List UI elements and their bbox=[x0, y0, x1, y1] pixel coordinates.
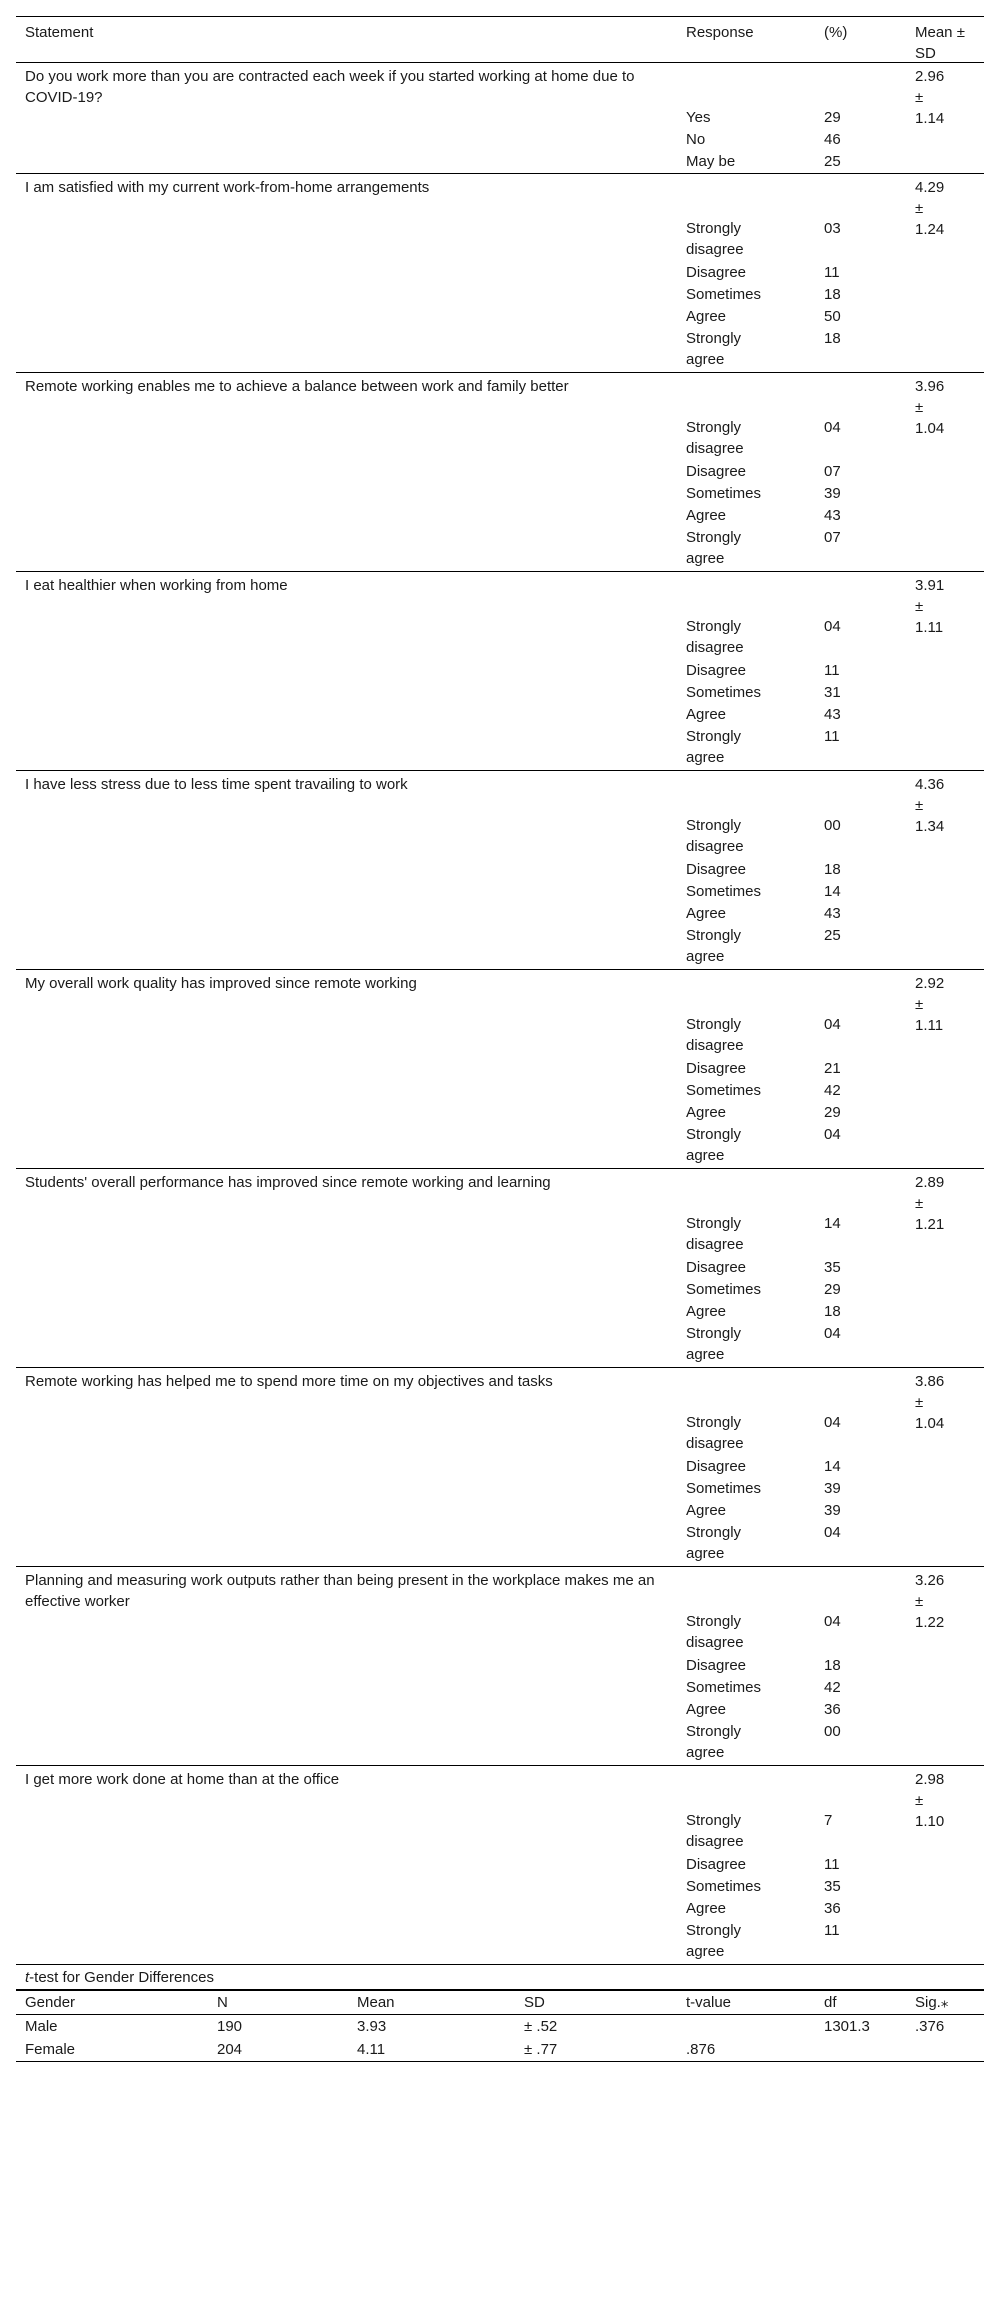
header-response: Response bbox=[686, 24, 754, 41]
response-percent: 25 bbox=[824, 153, 841, 170]
response-row bbox=[16, 218, 984, 262]
response-label: Strongly disagree bbox=[686, 618, 744, 656]
response-row bbox=[16, 151, 984, 173]
header-percent: (%) bbox=[824, 24, 848, 41]
response-percent: 04 bbox=[824, 618, 841, 635]
response-label: Sometimes bbox=[686, 883, 762, 900]
statement-block bbox=[16, 174, 984, 372]
response-row bbox=[16, 1522, 984, 1566]
ttest-cell: ± .77 bbox=[524, 2041, 558, 2058]
response-row bbox=[16, 1456, 984, 1478]
response-row bbox=[16, 881, 984, 903]
mean-sd-sd: 1.11 bbox=[915, 619, 944, 636]
response-row bbox=[16, 1721, 984, 1765]
response-percent: 50 bbox=[824, 308, 841, 325]
statement-block bbox=[16, 970, 984, 1168]
response-label: Agree bbox=[686, 706, 727, 723]
response-percent: 11 bbox=[824, 1856, 840, 1873]
mean-sd-pm: ± bbox=[915, 1593, 924, 1610]
response-percent: 14 bbox=[824, 1215, 841, 1232]
response-percent: 18 bbox=[824, 286, 841, 303]
statement-text: I have less stress due to less time spent travailing to work bbox=[25, 776, 408, 793]
mean-sd-pm: ± bbox=[915, 399, 924, 416]
response-label: Disagree bbox=[686, 264, 747, 281]
mean-sd-sd: 1.14 bbox=[915, 110, 945, 127]
response-percent: 11 bbox=[824, 728, 840, 745]
response-percent: 07 bbox=[824, 529, 841, 546]
response-row bbox=[16, 616, 984, 660]
header-statement: Statement bbox=[25, 24, 94, 41]
response-percent: 18 bbox=[824, 1303, 841, 1320]
response-percent: 36 bbox=[824, 1701, 841, 1718]
response-row bbox=[16, 682, 984, 704]
response-label: Agree bbox=[686, 1303, 727, 1320]
response-percent: 03 bbox=[824, 220, 841, 237]
response-percent: 42 bbox=[824, 1082, 841, 1099]
response-row bbox=[16, 417, 984, 461]
mean-sd-sd: 1.34 bbox=[915, 818, 945, 835]
response-label: Strongly agree bbox=[686, 1524, 742, 1562]
ttest-cell: 190 bbox=[217, 2018, 243, 2035]
response-label: Strongly disagree bbox=[686, 419, 744, 457]
response-label: Disagree bbox=[686, 1856, 747, 1873]
statement-text: Remote working has helped me to spend more time on my objectives and tasks bbox=[25, 1373, 553, 1390]
statement-text: I eat healthier when working from home bbox=[25, 577, 288, 594]
response-label: Disagree bbox=[686, 1259, 747, 1276]
ttest-cell: 4.11 bbox=[357, 2041, 386, 2058]
mean-sd-pm: ± bbox=[915, 598, 924, 615]
response-percent: 18 bbox=[824, 1657, 841, 1674]
response-percent: 00 bbox=[824, 1723, 841, 1740]
response-percent: 39 bbox=[824, 1480, 841, 1497]
ttest-cell: Female bbox=[25, 2041, 76, 2058]
response-label: Sometimes bbox=[686, 485, 762, 502]
ttest-header-cell: t-value bbox=[686, 1994, 732, 2011]
ttest-row bbox=[16, 2038, 984, 2061]
response-label: Strongly disagree bbox=[686, 220, 744, 258]
statement-text: Planning and measuring work outputs rather than being present in the workplace makes me an effective worker bbox=[25, 1572, 655, 1610]
response-percent: 35 bbox=[824, 1878, 841, 1895]
ttest-cell: ± .52 bbox=[524, 2018, 558, 2035]
response-row bbox=[16, 1124, 984, 1168]
response-percent: 29 bbox=[824, 109, 841, 126]
mean-sd-sd: 1.11 bbox=[915, 1017, 944, 1034]
response-row bbox=[16, 1279, 984, 1301]
statement-block bbox=[16, 1567, 984, 1765]
response-row bbox=[16, 660, 984, 682]
response-label: Sometimes bbox=[686, 684, 762, 701]
response-percent: 18 bbox=[824, 330, 841, 347]
mean-sd-mean: 3.26 bbox=[915, 1572, 945, 1589]
response-percent: 04 bbox=[824, 1613, 841, 1630]
mean-sd-pm: ± bbox=[915, 1195, 924, 1212]
response-row bbox=[16, 527, 984, 571]
response-label: Agree bbox=[686, 905, 727, 922]
mean-sd-sd: 1.22 bbox=[915, 1614, 945, 1631]
response-percent: 07 bbox=[824, 463, 841, 480]
statement-text: Do you work more than you are contracted each week if you started working at home due to COVID-19? bbox=[25, 68, 635, 106]
mean-sd-mean: 2.92 bbox=[915, 975, 945, 992]
response-label: Yes bbox=[686, 109, 711, 126]
response-row bbox=[16, 1920, 984, 1964]
response-row bbox=[16, 306, 984, 328]
response-percent: 04 bbox=[824, 1126, 841, 1143]
response-row bbox=[16, 328, 984, 372]
mean-sd-mean: 4.29 bbox=[915, 179, 945, 196]
response-label: Disagree bbox=[686, 662, 747, 679]
response-row bbox=[16, 1898, 984, 1920]
response-percent: 43 bbox=[824, 905, 841, 922]
ttest-header-cell: SD bbox=[524, 1994, 545, 2011]
response-row bbox=[16, 1478, 984, 1500]
ttest-header-cell: Gender bbox=[25, 1994, 76, 2011]
response-label: Strongly disagree bbox=[686, 1414, 744, 1452]
response-row bbox=[16, 129, 984, 151]
response-label: Sometimes bbox=[686, 1679, 762, 1696]
mean-sd-mean: 4.36 bbox=[915, 776, 945, 793]
response-row bbox=[16, 107, 984, 129]
statement-text: Students' overall performance has improved since remote working and learning bbox=[25, 1174, 551, 1191]
response-row bbox=[16, 1213, 984, 1257]
response-percent: 04 bbox=[824, 1524, 841, 1541]
response-label: Strongly disagree bbox=[686, 1016, 744, 1054]
response-label: Sometimes bbox=[686, 286, 762, 303]
response-row bbox=[16, 1257, 984, 1279]
response-label: Sometimes bbox=[686, 1878, 762, 1895]
response-row bbox=[16, 1102, 984, 1124]
response-percent: 25 bbox=[824, 927, 841, 944]
statement-block bbox=[16, 1766, 984, 1964]
response-percent: 35 bbox=[824, 1259, 841, 1276]
ttest-row bbox=[16, 2015, 984, 2038]
response-row bbox=[16, 1500, 984, 1522]
ttest-header-cell: Mean bbox=[357, 1994, 395, 2011]
response-label: Agree bbox=[686, 1900, 727, 1917]
mean-sd-mean: 3.96 bbox=[915, 378, 945, 395]
ttest-cell: 204 bbox=[217, 2041, 243, 2058]
response-label: Strongly agree bbox=[686, 1325, 742, 1363]
response-label: Strongly agree bbox=[686, 529, 742, 567]
response-row bbox=[16, 815, 984, 859]
response-percent: 11 bbox=[824, 264, 840, 281]
response-percent: 29 bbox=[824, 1281, 841, 1298]
response-row bbox=[16, 1301, 984, 1323]
response-row bbox=[16, 1611, 984, 1655]
ttest-header-cell: df bbox=[824, 1994, 837, 2011]
table-header-row bbox=[16, 17, 984, 62]
response-row bbox=[16, 1014, 984, 1058]
response-label: Strongly disagree bbox=[686, 817, 744, 855]
mean-sd-pm: ± bbox=[915, 200, 924, 217]
statement-row bbox=[16, 373, 984, 437]
response-label: Disagree bbox=[686, 1458, 747, 1475]
response-row bbox=[16, 1412, 984, 1456]
response-percent: 31 bbox=[824, 684, 841, 701]
response-row bbox=[16, 461, 984, 483]
response-label: Disagree bbox=[686, 1060, 747, 1077]
response-percent: 46 bbox=[824, 131, 841, 148]
mean-sd-pm: ± bbox=[915, 89, 924, 106]
statement-block bbox=[16, 1169, 984, 1367]
response-percent: 29 bbox=[824, 1104, 841, 1121]
response-row bbox=[16, 903, 984, 925]
response-label: Sometimes bbox=[686, 1082, 762, 1099]
response-percent: 14 bbox=[824, 883, 841, 900]
response-row bbox=[16, 262, 984, 284]
statement-block bbox=[16, 572, 984, 770]
mean-sd-mean: 3.91 bbox=[915, 577, 945, 594]
response-row bbox=[16, 1058, 984, 1080]
response-percent: 11 bbox=[824, 1922, 840, 1939]
response-label: Agree bbox=[686, 1104, 727, 1121]
response-label: Disagree bbox=[686, 463, 747, 480]
mean-sd-mean: 2.96 bbox=[915, 68, 945, 85]
statement-row bbox=[16, 1368, 984, 1432]
mean-sd-sd: 1.21 bbox=[915, 1216, 945, 1233]
response-label: Strongly agree bbox=[686, 330, 742, 368]
response-row bbox=[16, 726, 984, 770]
response-label: Strongly disagree bbox=[686, 1215, 744, 1253]
response-row bbox=[16, 1876, 984, 1898]
response-percent: 43 bbox=[824, 706, 841, 723]
response-percent: 04 bbox=[824, 1414, 841, 1431]
response-label: Strongly agree bbox=[686, 1126, 742, 1164]
response-label: No bbox=[686, 131, 706, 148]
response-percent: 04 bbox=[824, 1325, 841, 1342]
ttest-header-cell: N bbox=[217, 1994, 228, 2011]
response-percent: 00 bbox=[824, 817, 841, 834]
survey-results-table bbox=[16, 16, 984, 2062]
response-label: Agree bbox=[686, 1701, 727, 1718]
response-percent: 04 bbox=[824, 419, 841, 436]
statement-block bbox=[16, 1368, 984, 1566]
statement-row bbox=[16, 1766, 984, 1830]
response-row bbox=[16, 505, 984, 527]
response-percent: 21 bbox=[824, 1060, 841, 1077]
response-label: Strongly agree bbox=[686, 1723, 742, 1761]
ttest-caption-text: -test for Gender Differences bbox=[29, 1969, 214, 1986]
statement-block bbox=[16, 373, 984, 571]
response-label: Sometimes bbox=[686, 1480, 762, 1497]
statement-text: My overall work quality has improved since remote working bbox=[25, 975, 417, 992]
response-row bbox=[16, 1655, 984, 1677]
mean-sd-mean: 3.86 bbox=[915, 1373, 945, 1390]
response-percent: 11 bbox=[824, 662, 840, 679]
response-row bbox=[16, 1677, 984, 1699]
statement-text: I get more work done at home than at the office bbox=[25, 1771, 340, 1788]
ttest-cell: Male bbox=[25, 2018, 58, 2035]
response-percent: 39 bbox=[824, 1502, 841, 1519]
ttest-body bbox=[16, 2015, 984, 2061]
response-row bbox=[16, 1810, 984, 1854]
response-row bbox=[16, 704, 984, 726]
response-label: Strongly agree bbox=[686, 927, 742, 965]
mean-sd-sd: 1.04 bbox=[915, 420, 945, 437]
mean-sd-sd: 1.10 bbox=[915, 1813, 945, 1830]
response-row bbox=[16, 483, 984, 505]
response-row bbox=[16, 1854, 984, 1876]
statement-text: Remote working enables me to achieve a balance between work and family better bbox=[25, 378, 569, 395]
response-percent: 18 bbox=[824, 861, 841, 878]
response-percent: 36 bbox=[824, 1900, 841, 1917]
ttest-header-cell: Sig.⁎ bbox=[915, 1994, 949, 2011]
statement-block bbox=[16, 771, 984, 969]
ttest-cell: .876 bbox=[686, 2041, 716, 2058]
response-percent: 7 bbox=[824, 1812, 833, 1829]
response-percent: 04 bbox=[824, 1016, 841, 1033]
mean-sd-pm: ± bbox=[915, 1792, 924, 1809]
ttest-header-row bbox=[16, 1991, 984, 2014]
mean-sd-mean: 2.98 bbox=[915, 1771, 945, 1788]
response-label: Strongly disagree bbox=[686, 1613, 744, 1651]
mean-sd-mean: 2.89 bbox=[915, 1174, 945, 1191]
statement-text: I am satisfied with my current work-from-home arrangements bbox=[25, 179, 430, 196]
response-row bbox=[16, 1080, 984, 1102]
response-percent: 14 bbox=[824, 1458, 841, 1475]
response-percent: 39 bbox=[824, 485, 841, 502]
mean-sd-pm: ± bbox=[915, 797, 924, 814]
response-label: Agree bbox=[686, 507, 727, 524]
mean-sd-pm: ± bbox=[915, 1394, 924, 1411]
ttest-cell: 3.93 bbox=[357, 2018, 387, 2035]
response-row bbox=[16, 284, 984, 306]
mean-sd-sd: 1.24 bbox=[915, 221, 945, 238]
header-mean-sd: Mean ± SD bbox=[915, 24, 965, 62]
response-row bbox=[16, 859, 984, 881]
response-label: Strongly agree bbox=[686, 1922, 742, 1960]
response-percent: 42 bbox=[824, 1679, 841, 1696]
response-label: May be bbox=[686, 153, 736, 170]
response-label: Sometimes bbox=[686, 1281, 762, 1298]
ttest-caption-italic: t bbox=[25, 1969, 30, 1986]
response-percent: 43 bbox=[824, 507, 841, 524]
statement-block bbox=[16, 63, 984, 173]
response-row bbox=[16, 1323, 984, 1367]
statement-list bbox=[16, 63, 984, 1964]
mean-sd-pm: ± bbox=[915, 996, 924, 1013]
table-bottom-rule bbox=[16, 2061, 984, 2062]
response-label: Strongly disagree bbox=[686, 1812, 744, 1850]
ttest-caption bbox=[16, 1965, 984, 1989]
response-row bbox=[16, 925, 984, 969]
ttest-cell: 1301.3 bbox=[824, 2018, 870, 2035]
response-row bbox=[16, 1699, 984, 1721]
ttest-cell: .376 bbox=[915, 2018, 945, 2035]
response-label: Agree bbox=[686, 308, 727, 325]
response-label: Agree bbox=[686, 1502, 727, 1519]
mean-sd-sd: 1.04 bbox=[915, 1415, 945, 1432]
response-label: Disagree bbox=[686, 861, 747, 878]
response-label: Disagree bbox=[686, 1657, 747, 1674]
response-label: Strongly agree bbox=[686, 728, 742, 766]
